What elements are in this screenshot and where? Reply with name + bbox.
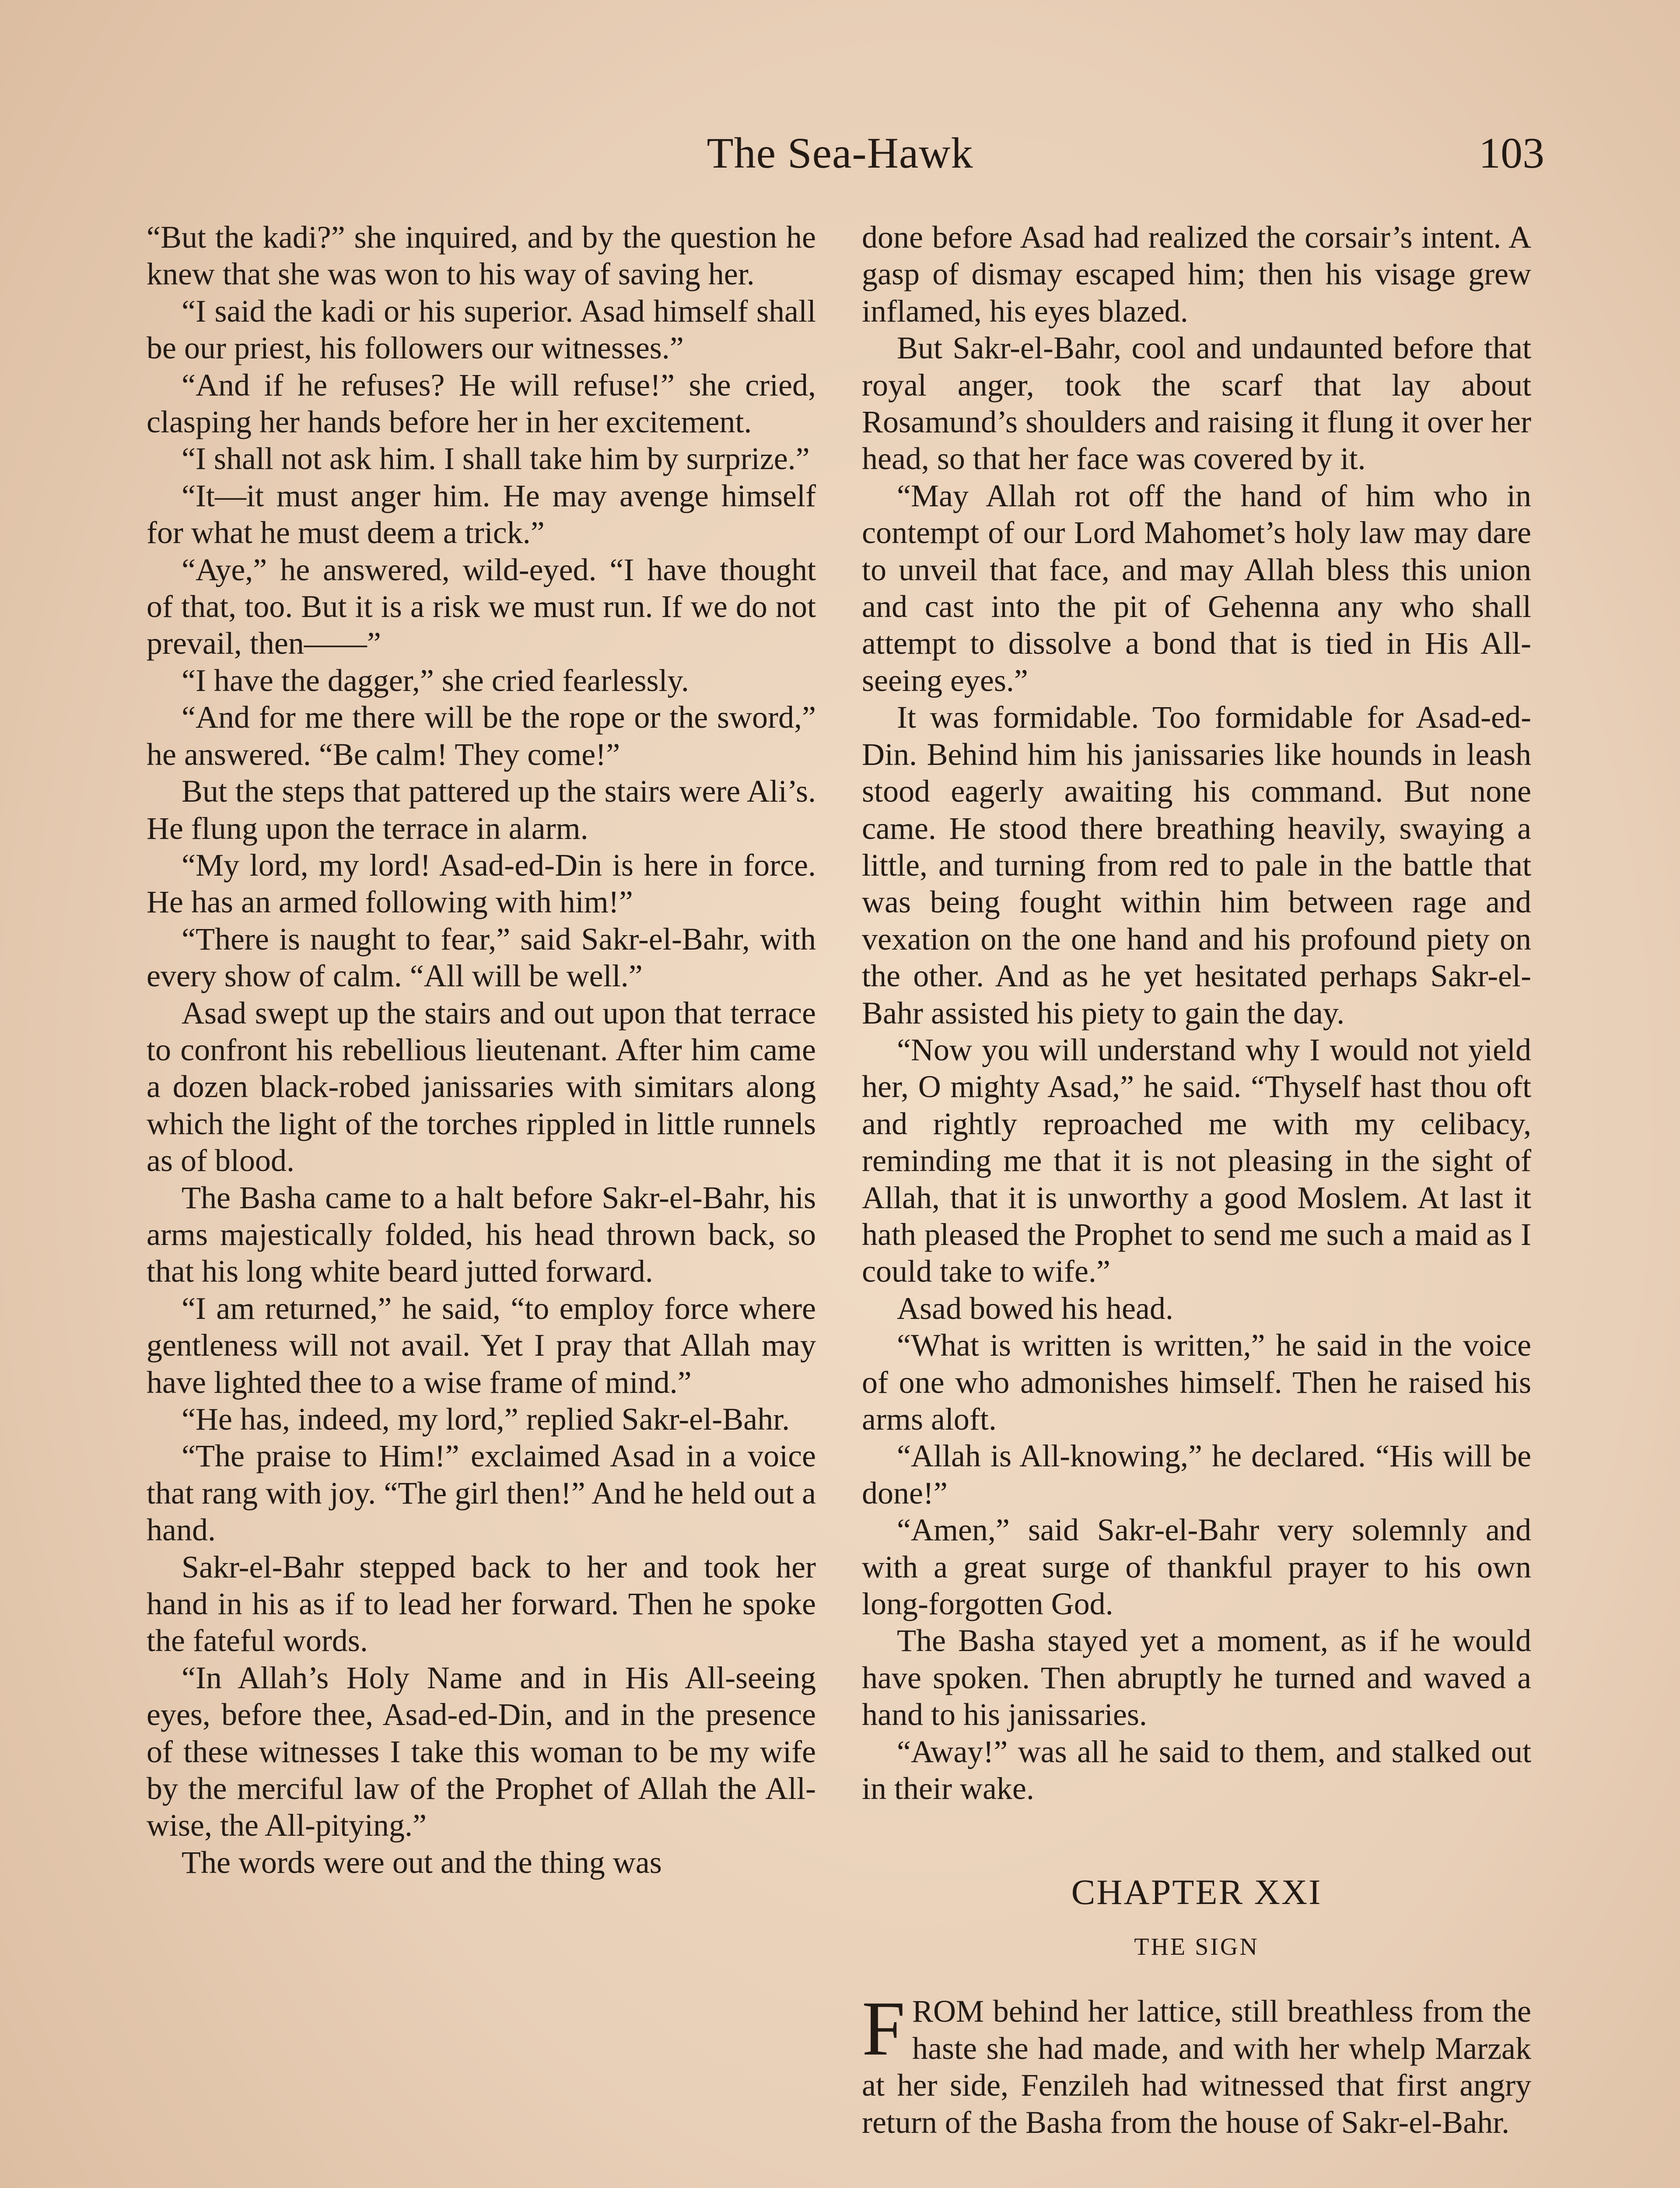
paragraph: “I shall not ask him. I shall take him by surprize.”	[182, 441, 810, 477]
page-header	[0, 127, 1680, 188]
chapter-heading: CHAPTER XXI	[1071, 1872, 1322, 1912]
paragraph: But Sakr-el-Bahr, cool and undaunted before that royal anger, took the scarf that lay about Rosamund’s shoulders and raising it flung it over her head, so that her face was covered by it.	[862, 330, 1531, 477]
paragraph: Sakr-el-Bahr stepped back to her and took her hand in his as if to lead her forward. Then he spoke the fateful words.	[147, 1549, 816, 1659]
page-number: 103	[1479, 129, 1544, 177]
paragraph: “He has, indeed, my lord,” replied Sakr-el-Bahr.	[182, 1402, 790, 1437]
paragraph: “Aye,” he answered, wild-eyed. “I have thought of that, too. But it is a risk we must run. If we do not prevail, then——”	[147, 552, 816, 661]
left-text-column	[147, 219, 816, 2188]
paragraph: But the steps that pattered up the stairs were Ali’s. He flung upon the terrace in alarm.	[147, 774, 816, 846]
paragraph: “In Allah’s Holy Name and in His All-seeing eyes, before thee, Asad-ed-Din, and in the presence of these witnesses I take this woman to be my wife by the merciful law of the Prophet of Allah the All-wise, the All-pitying.”	[147, 1660, 816, 1843]
paragraph: It was formidable. Too formidable for Asad-ed-Din. Behind him his janissaries like hounds in leash stood eagerly awaiting his command. But none came. He stood there breathing heavily, swaying a little, and turning from red to pale in the battle that was being fought within him between rage and vexation on the one hand and his profound piety on the other. And as he yet hesitated perhaps Sakr-el-Bahr assisted his piety to gain the day.	[862, 700, 1531, 1031]
paragraph: The Basha came to a halt before Sakr-el-Bahr, his arms majestically folded, his head thrown back, so that his long white beard jutted forward.	[147, 1180, 816, 1289]
paragraph: “Amen,” said Sakr-el-Bahr very solemnly and with a great surge of thankful prayer to his own long-forgotten God.	[862, 1512, 1531, 1622]
paragraph: “I am returned,” he said, “to employ force where gentleness will not avail. Yet I pray that Allah may have lighted thee to a wise frame of mind.”	[147, 1290, 816, 1400]
paragraph: Asad bowed his head.	[897, 1290, 1173, 1326]
paragraph: “There is naught to fear,” said Sakr-el-Bahr, with every show of calm. “All will be well.”	[147, 921, 816, 994]
paragraph: The words were out and the thing was	[182, 1844, 662, 1880]
paragraph: “My lord, my lord! Asad-ed-Din is here in force. He has an armed following with him!”	[147, 847, 816, 920]
paragraph: “And if he refuses? He will refuse!” she cried, clasping her hands before her in her excitement.	[147, 367, 816, 440]
paragraph: “Away!” was all he said to them, and stalked out in their wake.	[862, 1734, 1531, 1806]
chapter-opening-paragraph	[862, 1985, 1531, 2141]
running-title: The Sea-Hawk	[707, 129, 973, 177]
paragraph: “Allah is All-knowing,” he declared. “His will be done!”	[862, 1438, 1531, 1511]
paragraph: “May Allah rot off the hand of him who in contempt of our Lord Mahomet’s holy law may dare to unveil that face, and may Allah bless this union and cast into the pit of Gehenna any who shall attempt to dissolve a bond that is tied in His All-seeing eyes.”	[862, 478, 1531, 698]
drop-cap: F	[862, 1985, 905, 2072]
paragraph: “It—it must anger him. He may avenge himself for what he must deem a trick.”	[147, 478, 816, 551]
opening-text: ROM behind her lattice, still breathless from the haste she had made, and with her whelp Marzak at her side, Fenzileh had witnessed that first angry return of the Basha from the house of Sakr-el-Bahr.	[862, 1994, 1531, 2140]
paragraph: done before Asad had realized the corsair’s intent. A gasp of dismay escaped him; then his visage grew inflamed, his eyes blazed.	[862, 220, 1531, 329]
paragraph: “But the kadi?” she inquired, and by the question he knew that she was won to his way of saving her.	[147, 220, 816, 292]
paragraph: “What is written is written,” he said in the voice of one who admonishes himself. Then he raised his arms aloft.	[862, 1328, 1531, 1437]
paragraph: “The praise to Him!” exclaimed Asad in a voice that rang with joy. “The girl then!” And he held out a hand.	[147, 1438, 816, 1548]
paragraph: “Now you will understand why I would not yield her, O mighty Asad,” he said. “Thyself hast thou oft and rightly reproached me with my celibacy, reminding me that it is not pleasing in the sight of Allah, that it is unworthy a good Moslem. At last it hath pleased the Prophet to send me such a maid as I could take to wife.”	[862, 1032, 1531, 1289]
chapter-subtitle: THE SIGN	[1134, 1933, 1259, 1961]
paragraph: Asad swept up the stairs and out upon that terrace to confront his rebellious lieutenant. After him came a dozen black-robed janissaries with simitars along which the light of the torches rippled in little runnels as of blood.	[147, 995, 816, 1178]
paragraph: “I have the dagger,” she cried fearlessly.	[182, 663, 689, 698]
paragraph: The Basha stayed yet a moment, as if he would have spoken. Then abruptly he turned and waved a hand to his janissaries.	[862, 1623, 1531, 1732]
paragraph: “And for me there will be the rope or the sword,” he answered. “Be calm! They come!”	[147, 700, 816, 772]
right-text-column	[862, 219, 1531, 2188]
paragraph: “I said the kadi or his superior. Asad himself shall be our priest, his followers our witnesses.”	[147, 293, 816, 366]
